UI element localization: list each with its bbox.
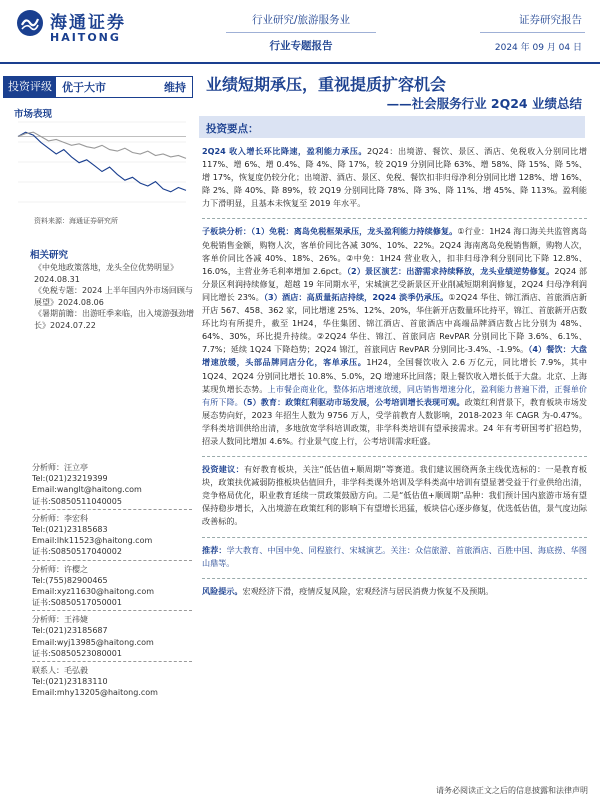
chart-series-line-2 <box>18 132 186 158</box>
paragraph-text: 2Q24 部分景区利润持续修复，超越 19 年同期水平，宋城演艺受新景区开业削减短期利润修复，2Q24 归母净利润同比增长 23%。 <box>202 265 587 302</box>
divider <box>202 456 587 457</box>
analyst-name: 分析师：许樱之 <box>32 564 88 574</box>
header-right-divider <box>480 32 585 33</box>
report-date: 2024 年 09 月 04 日 <box>494 43 582 53</box>
divider <box>202 218 587 219</box>
segment-scenic: （2）景区演艺：出游需求持续释放，龙头业绩逆势修复。 <box>346 265 555 276</box>
paragraph-text: 学大教育、中国中免、同程旅行、宋城演艺。关注：众信旅游、首旅酒店、百胜中国、海底捞、华图山鼎等。 <box>202 544 587 568</box>
market-section-title: 市场表现 <box>14 109 53 120</box>
related-research-list <box>34 262 194 332</box>
divider <box>202 578 587 579</box>
market-performance-chart <box>14 118 190 208</box>
report-subtitle: ——社会服务行业 2Q24 业绩总结 <box>386 96 582 111</box>
analyst-email[interactable]: Email:wyj13985@haitong.com <box>32 637 154 647</box>
rating-status: 维持 <box>164 81 186 94</box>
analyst-email[interactable]: Email:lhk11523@haitong.com <box>32 536 153 546</box>
analyst-tel: Tel:(755)82900465 <box>32 575 108 585</box>
header-rule <box>0 62 600 64</box>
segment-hotel: （3）酒店：高质量拓店持续，2Q24 淡季仍承压。 <box>263 291 449 302</box>
analyst-cert: 证书:S0850517040002 <box>32 547 122 557</box>
paragraph-lead: 推荐： <box>202 544 227 555</box>
segment-catering: （4）餐饮：大盘增速放缓，头部品牌同店分化，客单承压。 <box>202 344 587 368</box>
paragraph-risk <box>202 585 587 598</box>
related-item[interactable]: 《暑期前瞻：出游旺季来临，出入境游强劲增长》2024.07.22 <box>34 309 194 330</box>
paragraph-recommend <box>202 544 587 570</box>
analyst-email[interactable]: Email:xyz11630@haitong.com <box>32 586 155 596</box>
page-footer: 请务必阅读正文之后的信息披露和法律声明 <box>436 786 588 795</box>
divider <box>32 560 192 561</box>
related-item[interactable]: 《免税专题：2024 上半年国内外市场回顾与展望》2024.08.06 <box>34 286 193 307</box>
paragraph-lead: 子板块分析： <box>202 226 252 237</box>
divider <box>32 509 192 510</box>
haitong-logo-icon <box>16 9 44 37</box>
report-title: 业绩短期承压，重视提质扩容机会 <box>206 75 447 94</box>
header-mid-divider <box>226 32 376 33</box>
analyst-email[interactable]: Email:wanglt@haitong.com <box>32 485 142 495</box>
paragraph-text: 宏观经济下滑，疫情反复风险，宏观经济与居民消费力恢复不及预期。 <box>242 585 494 596</box>
logo-cn-text: 海通证券 <box>50 13 126 33</box>
analyst-cert: 证书:S0850517050001 <box>32 598 122 608</box>
logo-en-text: HAITONG <box>50 31 121 44</box>
paragraph-text: ①2Q24 华住、锦江酒店、首旅酒店新开店 567、458、362 家，同比增速 25%、12%、20%，华住新开店数量环比持平，锦江、首旅新开店数环比均有所提升，截至 1H24，华住集团、锦江酒店、首旅酒店中高端品牌酒店数占比分别为 48%、64%、30%，环比提升持续。②2Q24 华住、锦江、首旅同店 RevPAR 分别同比下降 3.6%、6.1%、7.7%；延续 1Q24 下降趋势；2Q24 锦江，首旅同店 RevPAR 分别同比-3.4%、-1.9%。 <box>202 291 587 355</box>
report-type: 行业专题报告 <box>269 40 333 52</box>
analyst-card <box>32 462 192 507</box>
analyst-card <box>32 513 192 558</box>
paragraph-text: 2Q24：出境游、餐饮、景区、酒店、免税收入分别同比增 117%、增 6%、增 0.4%、降 4%、降 17%，较 2Q19 分别同比降 63%、增 58%、降 15%、降 5%、增 17%，恢复度仍较分化；出境游、酒店、景区、免税、餐饮扣非归母净利分别同比增 128%、增 16%、降 2%、降 40%、降 89%，较 2Q19 分别同比降 78%、降 3%、降 11%、增 45%、降 113%。盈利能力下滑明显，且基本未恢复至 2019 年水平。 <box>202 146 587 209</box>
segment-education: （5）教育：政策红利驱动市场发展，公考培训增长表现可观。 <box>242 396 465 407</box>
contact-tel: Tel:(021)23183110 <box>32 677 108 687</box>
paragraph-text: ①行业：1H24 海口海关共监管离岛免税销售金额，购物人次，客单价同比各减 30%、10%、22%。2Q24 海南离岛免税销售额，购物人次，客单价同比各减 40%、18%、26%。②中免：1H24 营业收入，扣非归母净利分别同比下降 12.8%、16.0%，主营业务毛利率增加 2.6pct。 <box>202 226 587 276</box>
analyst-name: 分析师：王祎婕 <box>32 615 88 625</box>
paragraph-text: 有好教育板块，关注“低估值+顺周期”等赛道。我们建议围绕两条主线优选标的：一是教育板块，政策扶优减弱防推板块估值回升，非学科类课外培训及学科类高中培训有望显著受益于行业供给出清，竞争格局优化，职业教育延续一贯政策鼓励方向。二是“低估值+顺周期”品种：我们预计国内旅游市场有望保持稳步增长，入出境游在政策红利的影响下有望增长迅猛，板块信心逐步修复，优选低估值，景气度边际改善标的。 <box>202 464 587 527</box>
related-item[interactable]: 《中免地政策落地，龙头全位优势明显》2024.08.31 <box>34 263 178 284</box>
analyst-cert: 证书:S0850523080001 <box>32 648 122 658</box>
report-category: 行业研究/旅游服务业 <box>251 14 351 26</box>
paragraph-lead: 2Q24 收入增长环比降速，盈利能力承压。 <box>202 146 367 156</box>
contact-card <box>32 665 192 699</box>
key-points-body <box>202 145 587 606</box>
analyst-tel: Tel:(021)23185687 <box>32 626 108 636</box>
doc-type: 证券研究报告 <box>519 14 582 26</box>
analyst-tel: Tel:(021)23185683 <box>32 524 108 534</box>
paragraph-lead: 风险提示。 <box>202 585 243 596</box>
paragraph-text: 政策红利背景下，教育板块市场发展态势向好，2023 年招生人数为 9756 万人，受学前教育人数影响，2018-2023 年 CAGR 为-0.47%。学科类培训供给出清，多地放宽学科培训政策，非学科类培训有望承接需求。24 年有考研国考扩招趋势，招录人数同比增加 4.6%。行业景气度上行，公考培训需求旺盛。 <box>202 396 587 446</box>
related-section-title: 相关研究 <box>30 250 69 261</box>
analyst-name: 分析师：汪立亭 <box>32 463 88 472</box>
segment-duty-free: （1）免税：离岛免税框架承压，龙头盈利能力持续修复。 <box>251 226 458 237</box>
contact-name: 联系人：毛弘毅 <box>32 666 88 675</box>
investment-rating <box>3 76 193 98</box>
segment-catering-tail: 上市餐企商业化，整体拓店增速放缓，同店销售增速分化，盈利能力普遍下滑，正餐单价有所下降。 <box>202 383 587 407</box>
divider <box>32 661 192 662</box>
paragraph-lead: 投资建议： <box>202 464 244 475</box>
analyst-card <box>32 614 192 659</box>
rating-label: 投资评级 <box>4 77 56 97</box>
key-points-title: 投资要点： <box>206 123 259 135</box>
contact-email[interactable]: Email:mhy13205@haitong.com <box>32 688 158 698</box>
analyst-tel: Tel:(021)23219399 <box>32 474 108 484</box>
paragraph-advice <box>202 463 587 528</box>
analyst-cert: 证书:S0850511040005 <box>32 496 122 506</box>
analyst-list <box>32 462 192 701</box>
paragraph-segments <box>202 225 587 448</box>
paragraph-text: 1H24，全国餐饮收入 2.6 万亿元，同比增长 7.9%，其中 1Q24、2Q24 分别同比增长 10.8%、5.0%，2Q 增速环比回落；限上餐饮收入增长低于大盘。北京、上海某现负增长态势。 <box>202 357 587 394</box>
paragraph-revenue <box>202 145 587 210</box>
divider <box>32 610 192 611</box>
rating-value: 优于大市 <box>62 81 106 94</box>
divider <box>202 537 587 538</box>
analyst-card <box>32 564 192 609</box>
chart-source: 资料来源：海通证券研究所 <box>34 217 118 225</box>
analyst-name: 分析师：李宏科 <box>32 513 88 523</box>
